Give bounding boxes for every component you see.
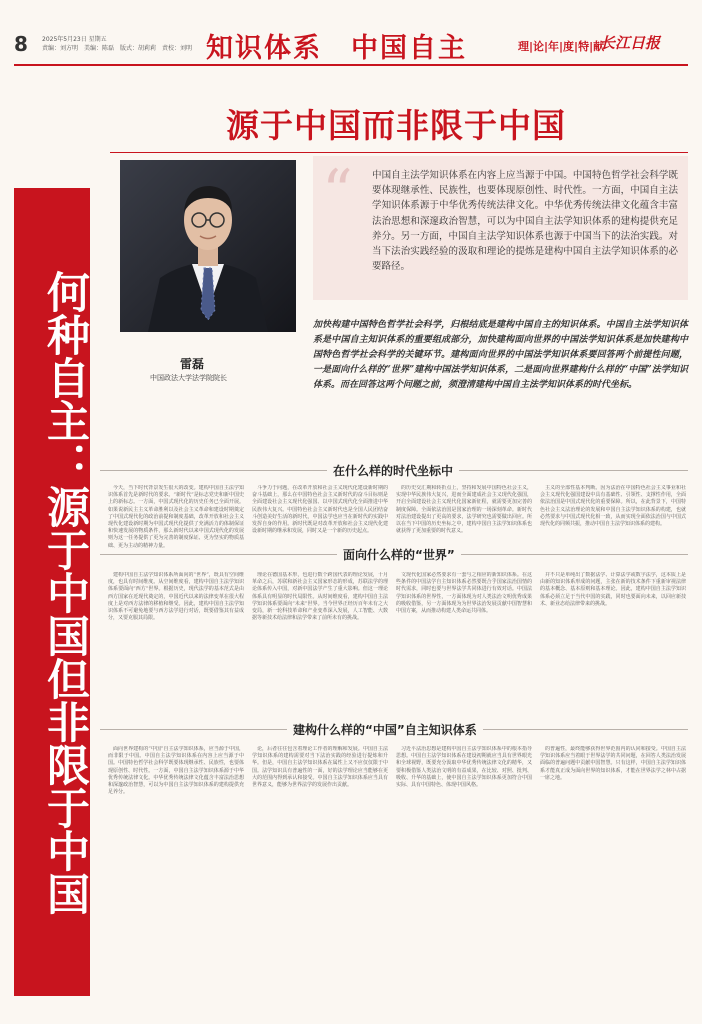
- section-1-column-4: 主义的全部性基本判断。因为法治在中国特色社会主义事业和社会主义现代化强国建设中具有基础性、引领性、支撑性作用，全面依法治国是中国式现代化的重要保障。所以，在此背景下，中国特色社会主义法治理论的发展和中国自主法学知识体系的构建，也就必然要求与中国式现代化相一致，从而实现全面依法治国与中国式现代化的同频共振，推动中国自主法学知识体系的建构。: [540, 485, 686, 528]
- section-2-column-3: 文现代化国家必然要求有一套与之相应的新知识体系。在这些条件的中国法学自主知识体系必然要既合乎国家法治国情的时代需求，同时也要与世界法学共同体进行有效对话。中国法学知识体系的世界性，一方面体现为对人类法治文明优秀成果的吸收借鉴，另一方面体现为为世界法治发展贡献中国智慧和中国方案，从而推动构建人类命运共同体。: [396, 572, 532, 615]
- title-rule: [110, 152, 688, 153]
- page-number: 8: [14, 32, 28, 56]
- editor-credits: 责编：刘方明 美编：陈磊 版式：胡莉莉 责校：刘明: [42, 45, 193, 52]
- section-1-column-3: 的历史交汇期和转折点上，坚持和发展中国特色社会主义，实现中华民族伟大复兴，进而全面建成社会主义现代化强国，开启全面建设社会主义现代化国家新征程，就需要更加完善的制度保障。全面依法治国是国家治理的一场深刻革命。新时代对法治建设提出了更高的要求，法学研究也需要做出回应。所以在当下中国的历史坐标之中，建构中国自主法学知识体系也就获得了更加重要的时代意义。: [396, 485, 532, 535]
- section-1-column-1: 今天，当下时代背景发生很大的改变。建构中国自主法学知识体系首先是新时代的要求。“新时代”是标志党史和新中国史上的新标志。一方面，中国式现代化的历史任务已全面开展。如果说新民主主义革命胜利以及社会主义革命和建设时期奠定了中国式现代化的政治前提和制度基础，改革开放和社会主义现代化建设新时期为中国式现代化提供了充满活力的体制保证和快速发展的物质条件，那么新时代以来中国式现代化的发展则为这一任务提供了更为完善的制度保证、更为坚实的物质基础、更为主动的精神力量。: [108, 485, 244, 549]
- author-affiliation: 中国政法大学法学院院长: [150, 374, 227, 382]
- section-2-column-1: 建构中国自主法学知识体系所面向的“世界”，既具有空间维度，也具有时间维度。从空间维度看，建构中国自主法学知识体系要面向“西方”世界。根据历史，现代法学的基本范式是由西方国家在近现代奠定的，中国近代以来的法律变革在很大程度上是对西方法律的移植和继受。因此，建构中国自主法学知识体系不可避免地要与西方法学进行对话，既要借鉴其有益成分，又要克服其局限。: [108, 572, 244, 622]
- section-3-column-4: 的普遍性，最终能够获得世界范围内的认同和接受。中国自主法学知识体系应当着眼于世界法学的共同问题，在回答人类法治发展面临的普遍问题中贡献中国智慧。只有这样，中国自主法学知识体系才能真正成为面向世界的知识体系，才能在世界法学之林中占据一席之地。: [540, 746, 686, 781]
- side-banner: [14, 188, 90, 996]
- quote-mark-icon: “: [322, 157, 353, 227]
- section-heading-2: 面向什么样的“世界”: [337, 546, 461, 563]
- section-heading-1: 在什么样的时代坐标中: [327, 462, 459, 479]
- newspaper-masthead: 长江日报: [600, 34, 661, 52]
- section-3-column-1: 面向世界建构的“中国”自主法学知识体系，应当源于中国，而非限于中国。中国自主法学知识体系在内容上应当源于中国。中国特色哲学社会科学既要体现继承性、民族性，也要体现原创性、时代性。一方面，中国自主法学知识体系源于中华优秀传统法律文化。中华优秀传统法律文化蕴含丰富法治思想和深邃政治智慧，可以为中国自主法学知识体系的建构提供充足养分。: [108, 746, 244, 796]
- author-name: 雷磊: [180, 357, 205, 371]
- section-3-column-3: 习近平法治思想是建构中国自主法学知识体系中的根本指导思想。中国自主法学知识体系在建设初期就应当具有世界眼光和全球视野，既要充分汲取中华优秀传统法律文化的精华，又要积极借鉴人类法治文明的有益成果，在比较、对照、批判、吸收、升华的基础上，使中国自主法学知识体系更加符合中国实际、具有中国特色、体现中国风格。: [396, 746, 532, 789]
- section-2-column-4: 并不只是单纯出了数据法学、计算法学或数字法学，这本质上是由新的知识体系形成的问题，主张在新的技术条件下重新审视法律的基本概念、基本原则和基本理论。因此，建构中国自主法学知识体系必须立足于当代中国的实践，同时也要面向未来，以回应新技术、新业态给法律带来的挑战。: [540, 572, 686, 607]
- series-label: 理|论|年|度|特|献: [518, 40, 605, 53]
- section-2-column-2: 理论在德国基本形，也进行数个跨国代表的理论发展，十月革命之后，苏联和新社会主义国家形态的形成，苏联法学的理论体系传入中国，对新中国法学产生了重大影响。但这一理论体系具有明显的时代局限性。从时间维度看，建构中国自主法学知识体系要面向“未来”世界。当今世界正经历百年未有之大变局，新一轮科技革命和产业变革深入发展，人工智能、大数据等新技术给法律和法学带来了前所未有的挑战。: [252, 572, 388, 622]
- intro-text: 中国自主法学知识体系在内容上应当源于中国。中国特色哲学社会科学既要体现继承性、民族性，也要体现原创性、时代性。一方面，中国自主法学知识体系源于中华优秀传统法律文化。中华优秀传统法律文化蕴含丰富法治思想和深邃政治智慧，可以为中国自主法学知识体系的建构提供充足养分。另一方面，中国自主法学知识体系也源于中国当下的法治实践。对当下法治实践经验的汲取和理论的提炼是建构中国自主法学知识体系的必要路径。: [372, 170, 678, 273]
- side-banner-text: 何种自主：源于中国但非限于中国: [40, 269, 90, 915]
- section-heading-3: 建构什么样的“中国”自主知识体系: [287, 721, 483, 738]
- section-title: 知识体系 中国自主: [206, 33, 467, 64]
- section-3-column-2: 论，后者往往包含着理论工作者的理解和发展。中国自主法学知识体系的建构需要对当下法治实践的经验进行提炼和升华。但是，中国自主法学知识体系在属性上又不应仅仅限于中国。法学知识具有普遍性的一面，好的法学理论应当能够在更大的范围内得到承认和接受。中国自主法学知识体系应当具有世界意义，能够为世界法学的发展作出贡献。: [252, 746, 388, 789]
- section-1-column-2: 斗争力于问题，在改革开放和社会主义现代化建设新时期的奋斗基础上，那么在中国特色社会主义新时代的奋斗目标则是全面建设社会主义现代化强国、以中国式现代化全面推进中华民族伟大复兴。中国特色社会主义新时代也是全国人民团结奋斗创造美好生活的新时代，中国法学也应当在新时代的实践中发挥自身的作用。新时代既是对改革开放和社会主义现代化建设新时期的继承和发展，同时又是一个新的历史起点。: [252, 485, 388, 535]
- header-rule: [14, 64, 688, 66]
- article-title: 源于中国而非限于中国: [226, 106, 566, 145]
- date-line: 2025年5月23日 星期五: [42, 36, 107, 43]
- article-abstract: 加快构建中国特色哲学社会科学，归根结底是建构中国自主的知识体系。中国自主法学知识体系是中国自主知识体系的重要组成部分，加快建构面向世界的中国法学知识体系是加快建构中国特色哲学社会科学的关键环节。建构面向世界的中国法学知识体系要回答两个前提性问题，一是面向什么样的“世界”建构中国法学知识体系，二是面向世界建构什么样的“中国”法学知识体系。而在回答这两个问题之前，须澄清建构中国自主法学知识体系的时代坐标。: [313, 320, 688, 390]
- author-photo: [120, 160, 296, 332]
